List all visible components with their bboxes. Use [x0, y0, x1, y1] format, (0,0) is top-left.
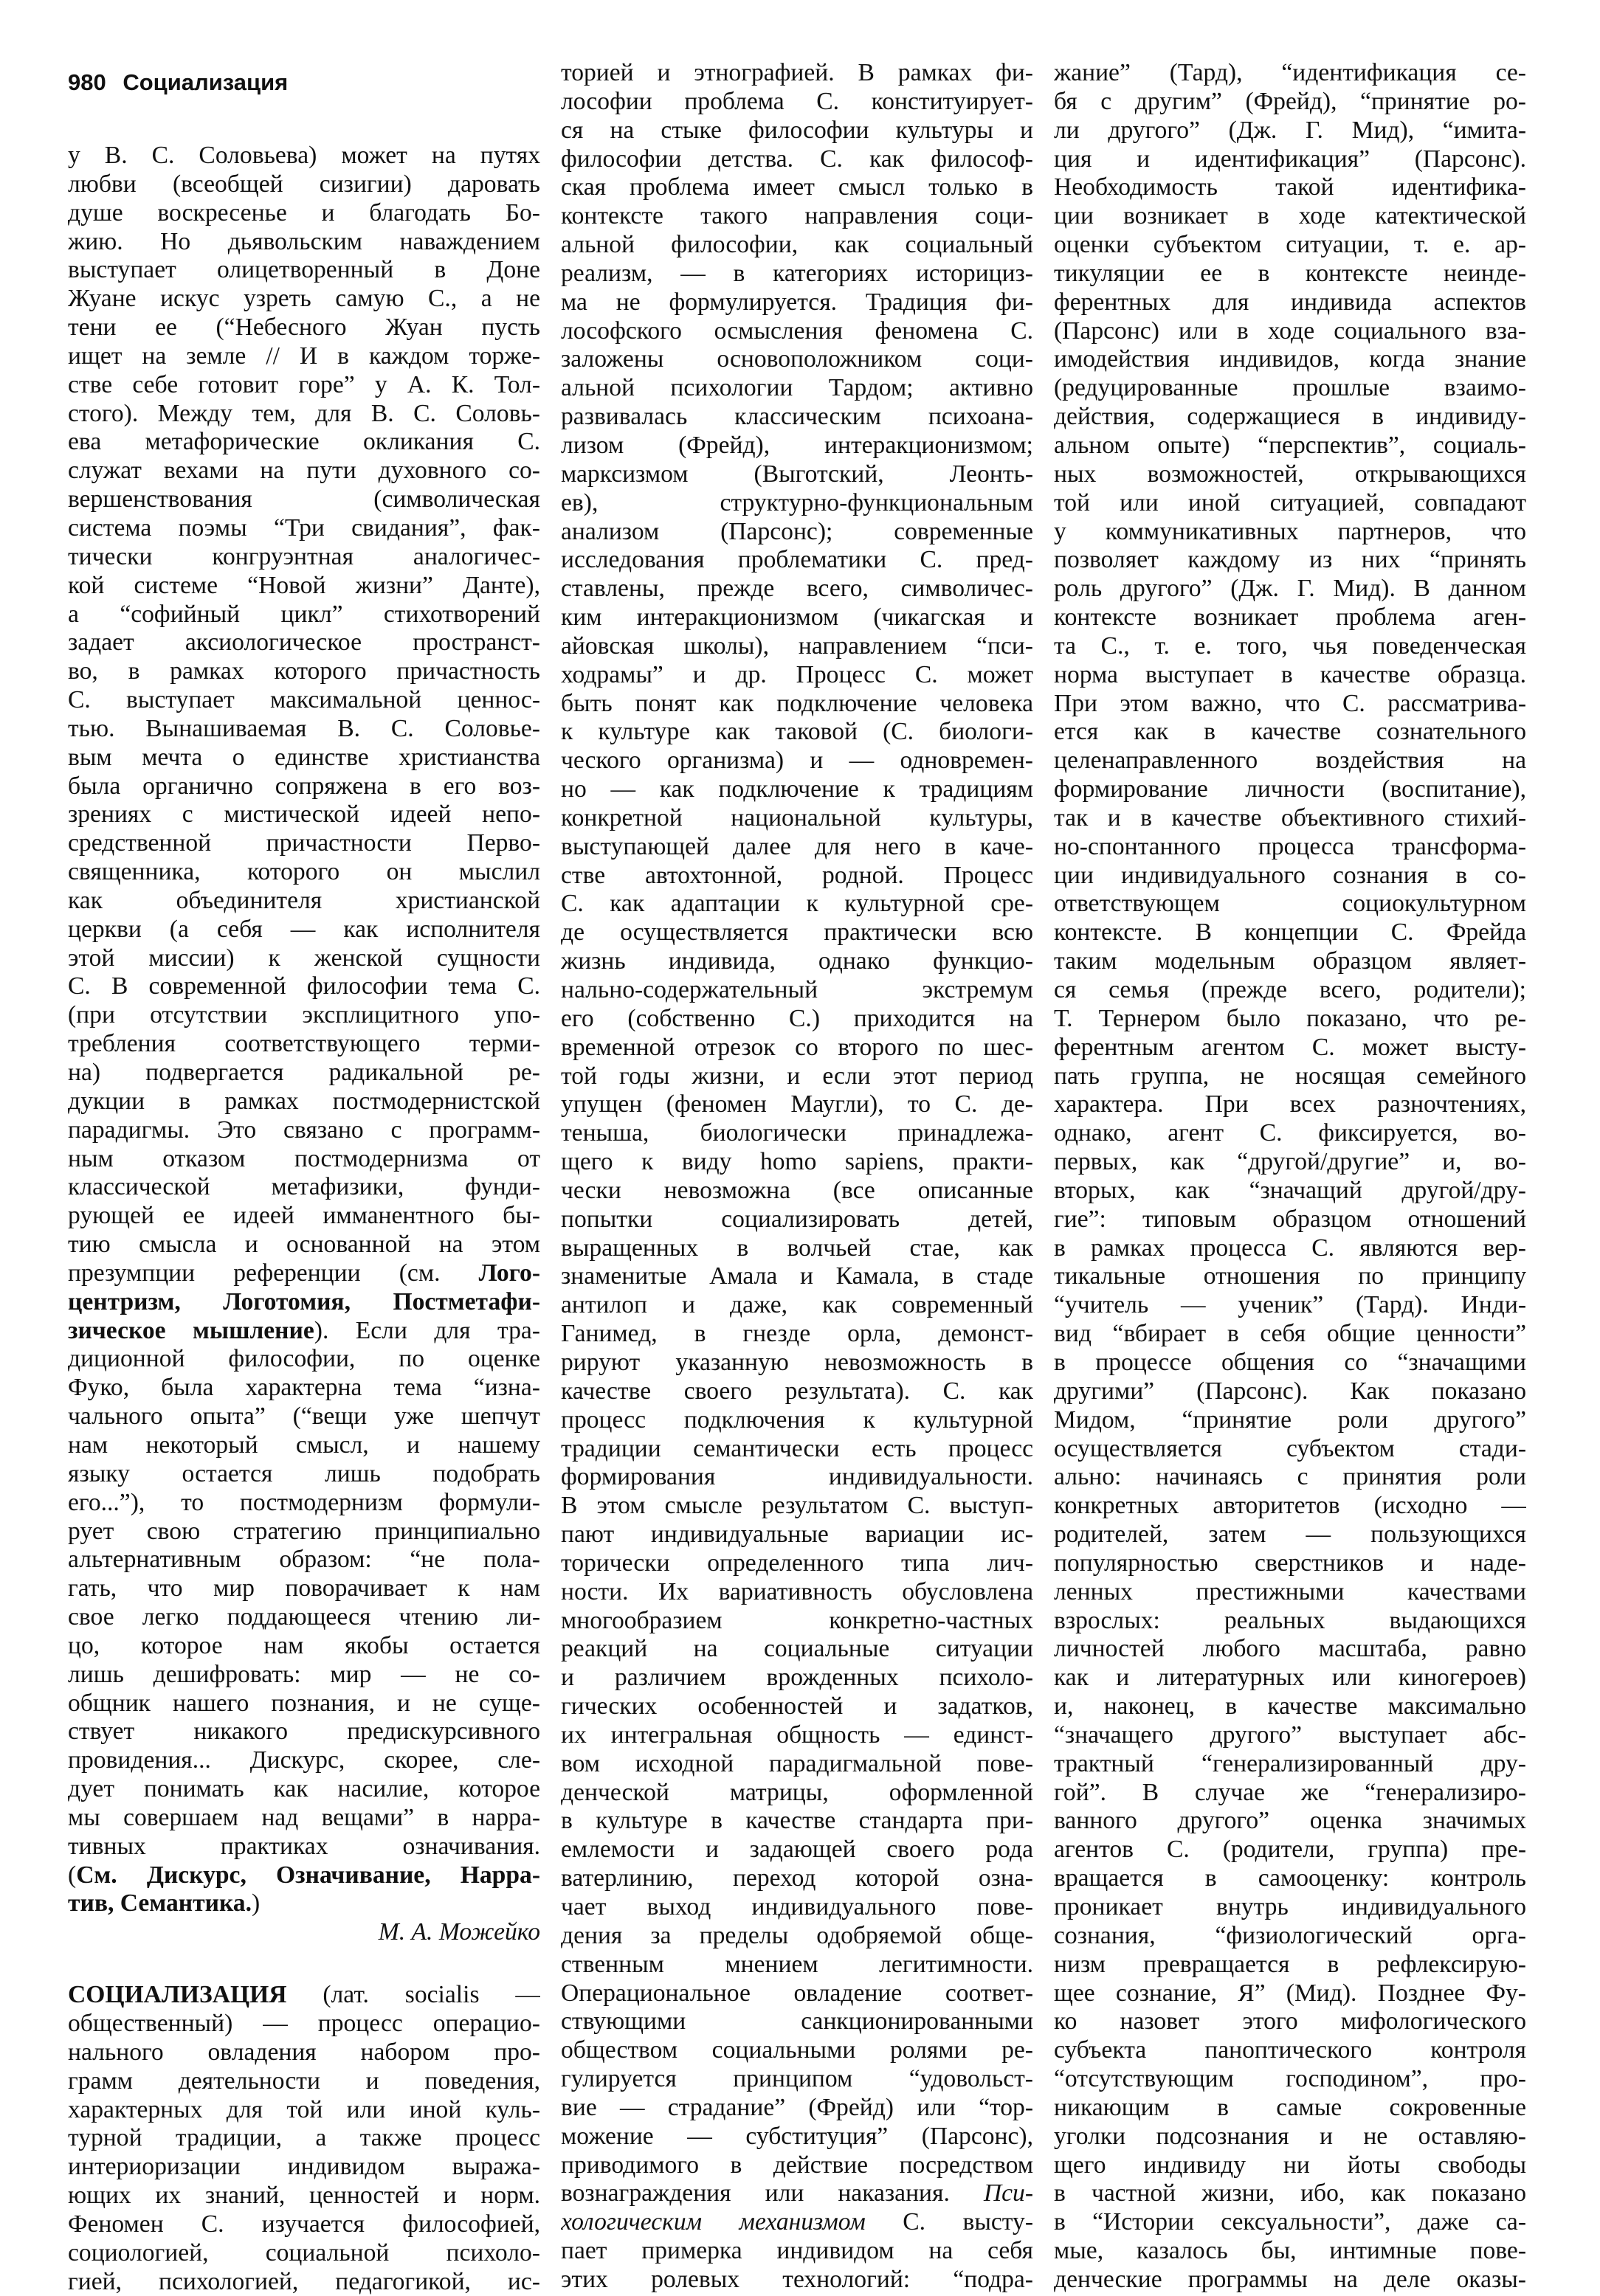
text-line: зрениях с мистической идеей непо- — [68, 801, 540, 829]
text-line: личностей любого масштаба, равно — [1054, 1635, 1526, 1663]
text-line: торией и этнографией. В рамках фи- — [561, 59, 1033, 86]
text-line: та С., т. е. того, чья поведенческая — [1054, 632, 1526, 660]
running-header — [68, 63, 288, 102]
text-line: стве себе готовит горе” у А. К. Тол- — [68, 370, 540, 398]
text-line: При этом важно, что С. рассматрива- — [1054, 689, 1526, 717]
text-line: дукции в рамках постмодернистской — [68, 1087, 540, 1115]
text-line: низм превращается в рефлексирую- — [1054, 1950, 1526, 1978]
text-line: имодействия индивидов, когда знание — [1054, 345, 1526, 373]
text-line: лософского осмысления феномена С. — [561, 317, 1033, 345]
text-line: турной традиции, а также процесс — [68, 2124, 540, 2152]
text-line: стого). Между тем, для В. С. Соловь- — [68, 399, 540, 427]
text-line: пать группа, не носящая семейного — [1054, 1062, 1526, 1090]
text-line: социологией, социальной психоло- — [68, 2238, 540, 2266]
text-line: чает выход индивидуального пове- — [561, 1893, 1033, 1920]
text-line: оценки субъектом ситуации, т. е. ар- — [1054, 231, 1526, 259]
text-line: родителей, затем — пользующихся — [1054, 1521, 1526, 1549]
text-line: а “софийный цикл” стихотворений — [68, 600, 540, 628]
text-line: гулируется принципом “удовольст- — [561, 2065, 1033, 2093]
author-signature: М. А. Можейко — [378, 1918, 540, 1946]
text-line: альной философии, как социальный — [561, 231, 1033, 259]
text-line: философии детства. С. как философ- — [561, 145, 1033, 173]
text-line: субъекта паноптического контроля — [1054, 2036, 1526, 2064]
text-line: попытки социализировать детей, — [561, 1205, 1033, 1233]
text-line: (Парсонс) или в ходе социального вза- — [1054, 317, 1526, 345]
text-line: СОЦИАЛИЗАЦИЯ (лат. socialis — — [68, 1981, 540, 2009]
text-line: формирование личности (воспитание), — [1054, 775, 1526, 803]
text-line: альтернативным образом: “не пола- — [68, 1546, 540, 1574]
text-line: гие”: типовым образцом отношений — [1054, 1205, 1526, 1233]
text-line: в культуре в качестве стандарта при- — [561, 1807, 1033, 1835]
text-line: ферентным агентом С. может высту- — [1054, 1033, 1526, 1061]
text-line: Жуане искус узреть самую С., а не — [68, 285, 540, 313]
text-line: гать, что мир поворачивает к нам — [68, 1574, 540, 1602]
text-line: Мидом, “принятие роли другого” — [1054, 1405, 1526, 1434]
text-line: процесс подключения к культурной — [561, 1405, 1033, 1434]
text-line: система поэмы “Три свидания”, фак- — [68, 514, 540, 542]
text-line: “учитель — ученик” (Тард). Инди- — [1054, 1291, 1526, 1319]
text-line: душе воскресенье и благодать Бо- — [68, 198, 540, 227]
text-line: как объединителя христианской — [68, 886, 540, 914]
text-line: чального опыта” (“вещи уже шепчут — [68, 1403, 540, 1431]
text-line: и различием врожденных психоло- — [561, 1664, 1033, 1692]
text-line: задает аксиологическое пространст- — [68, 629, 540, 657]
text-line: ватерлинию, переход которой озна- — [561, 1864, 1033, 1892]
text-line: конкретных авторитетов (исходно — — [1054, 1492, 1526, 1520]
text-line: ленных престижными качествами — [1054, 1577, 1526, 1605]
text-line: тию смысла и основанной на этом — [68, 1231, 540, 1259]
text-line: провидения... Дискурс, скорее, сле- — [68, 1746, 540, 1774]
text-line: быть понят как подключение человека — [561, 689, 1033, 717]
text-line: интериоризации индивидом выража- — [68, 2153, 540, 2181]
text-line: денческой матрицы, оформленной — [561, 1778, 1033, 1806]
text-line: но-спонтанного процесса трансформа- — [1054, 832, 1526, 860]
text-line: ся семья (прежде всего, родители); — [1054, 976, 1526, 1003]
text-line: выступает олицетворенный в Доне — [68, 256, 540, 284]
text-column-1 — [68, 142, 540, 2296]
text-line: нально-содержательный экстремум — [561, 976, 1033, 1003]
text-line: была органично сопряжена в его воз- — [68, 772, 540, 800]
text-line: в частной жизни, ибо, как показано — [1054, 2179, 1526, 2207]
text-line: пают индивидуальные вариации ис- — [561, 1521, 1033, 1549]
text-line: осуществляется субъектом стади- — [1054, 1434, 1526, 1462]
text-line: презумпции референции (см. Лого- — [68, 1259, 540, 1287]
text-line: рует свою стратегию принципиально — [68, 1517, 540, 1545]
text-line: тени ее (“Небесного Жуан пусть — [68, 314, 540, 342]
text-line: ев), структурно-функциональным — [561, 488, 1033, 516]
text-line: диционной философии, по оценке — [68, 1345, 540, 1373]
text-line: их интегральная общность — единст- — [561, 1721, 1033, 1749]
text-line: ко назовет этого мифологического — [1054, 2008, 1526, 2036]
text-line: однако, агент С. фиксируется, во- — [1054, 1119, 1526, 1147]
text-line: де осуществляется практически всю — [561, 919, 1033, 947]
text-line: той годы жизни, и если этот период — [561, 1062, 1033, 1090]
text-line: реакций на социальные ситуации — [561, 1635, 1033, 1663]
text-line: ция и идентификация” (Парсонс). — [1054, 145, 1526, 173]
text-line: денческие программы на деле оказы- — [1054, 2265, 1526, 2293]
text-line: тически конгруэнтная аналогичес- — [68, 542, 540, 570]
text-line: упущен (феномен Маугли), то С. де- — [561, 1090, 1033, 1118]
text-line: конкретной национальной культуры, — [561, 803, 1033, 831]
text-line: ходрамы” и др. Процесс С. может — [561, 660, 1033, 688]
text-line: айовская школы), направлением “пси- — [561, 632, 1033, 660]
text-line: вознаграждения или наказания. Пси- — [561, 2179, 1033, 2207]
text-line: С. В современной философии тема С. — [68, 972, 540, 1000]
text-line: ющих их знаний, ценностей и норм. — [68, 2182, 540, 2210]
text-line: обществом социальными ролями ре- — [561, 2036, 1033, 2064]
text-line: можение — субституция” (Парсонс), — [561, 2122, 1033, 2150]
text-line: его (собственно С.) приходится на — [561, 1004, 1033, 1032]
text-line: исследования проблематики С. пред- — [561, 546, 1033, 574]
text-line: вершенствования (символическая — [68, 485, 540, 514]
text-line: так и в качестве объективного стихий- — [1054, 803, 1526, 831]
text-line: стве автохтонной, родной. Процесс — [561, 861, 1033, 889]
text-line: трактный “генерализированный дру- — [1054, 1749, 1526, 1777]
text-line: гических особенностей и задатков, — [561, 1692, 1033, 1721]
text-line: нального овладения набором про- — [68, 2038, 540, 2066]
text-line: церкви (а себя — как исполнителя — [68, 915, 540, 943]
text-line: ская проблема имеет смысл только в — [561, 173, 1033, 201]
text-line: ставлены, прежде всего, символичес- — [561, 575, 1033, 603]
text-line: Феномен С. изучается философией, — [68, 2210, 540, 2238]
text-line: и, наконец, в качестве максимально — [1054, 1692, 1526, 1721]
text-line: во, в рамках которого причастность — [68, 657, 540, 685]
text-line: ферентных для индивида аспектов — [1054, 288, 1526, 316]
text-column-2 — [561, 59, 1033, 2295]
text-line: свое легко поддающееся чтению ли- — [68, 1603, 540, 1631]
text-line: общественный) — процесс операцио- — [68, 2010, 540, 2037]
text-line: языку остается лишь подобрать — [68, 1459, 540, 1487]
text-line: вом исходной парадигмальной пове- — [561, 1749, 1033, 1777]
text-line: кой системе “Новой жизни” Данте), — [68, 571, 540, 599]
text-line: вращается в самооценку: контроль — [1054, 1864, 1526, 1892]
text-line: жание” (Тард), “идентификация се- — [1054, 59, 1526, 86]
text-line: Операциональное овладение соответ- — [561, 1979, 1033, 2007]
text-line: сознания, “физиологический орга- — [1054, 1921, 1526, 1949]
text-line: популярностью сверстников и наде- — [1054, 1549, 1526, 1577]
text-line: ально: начинаясь с принятия роли — [1054, 1463, 1526, 1491]
text-line: агентов С. (родители, группа) пре- — [1054, 1836, 1526, 1864]
text-line: норма выступает в качестве образца. — [1054, 660, 1526, 688]
text-line: тью. Вынашиваемая В. С. Соловье- — [68, 714, 540, 742]
text-line: общник нашего познания, и не суще- — [68, 1689, 540, 1717]
text-line: тикуляции ее в контексте неинде- — [1054, 259, 1526, 287]
text-line: ствующими санкционированными — [561, 2008, 1033, 2036]
text-line: приводимого в действие посредством — [561, 2151, 1033, 2179]
text-line: парадигмы. Это связано с программ- — [68, 1116, 540, 1144]
text-line: Т. Тернером было показано, что ре- — [1054, 1004, 1526, 1032]
text-line: “отсутствующим господином”, про- — [1054, 2065, 1526, 2093]
text-line: в “Истории сексуальности”, даже са- — [1054, 2208, 1526, 2236]
text-line: центризм, Логотомия, Постметафи- — [68, 1287, 540, 1315]
text-line: зическое мышление). Если для тра- — [68, 1316, 540, 1344]
text-line: гией, психологией, педагогикой, ис- — [68, 2267, 540, 2295]
text-line: нам некоторый смысл, и нашему — [68, 1431, 540, 1459]
text-line: развивалась классическим психоана- — [561, 403, 1033, 431]
text-line: дует понимать как насилие, которое — [68, 1775, 540, 1803]
text-line: таким модельным образцом являет- — [1054, 947, 1526, 975]
text-line: антилоп и даже, как современный — [561, 1291, 1033, 1319]
text-line: ева метафорические окликания С. — [68, 428, 540, 456]
text-line: ма не формулируется. Традиция фи- — [561, 288, 1033, 316]
text-line: С. как адаптации к культурной сре- — [561, 890, 1033, 918]
text-line: (См. Дискурс, Означивание, Нарра- — [68, 1861, 540, 1889]
text-line: вторых, как “значащий другой/дру- — [1054, 1176, 1526, 1204]
text-line: марксизмом (Выготский, Леонть- — [561, 460, 1033, 488]
text-line: жию. Но дьявольским наваждением — [68, 227, 540, 255]
text-line: выступающей далее для него в каче- — [561, 832, 1033, 860]
running-title: Социализация — [123, 69, 289, 95]
text-line: ческого организма) и — одновремен- — [561, 747, 1033, 775]
text-line: емлемости и задающей своего рода — [561, 1836, 1033, 1864]
text-line: требления соответствующего терми- — [68, 1030, 540, 1058]
text-line: пает примерка индивидом на себя — [561, 2237, 1033, 2265]
text-line: ли другого” (Дж. Г. Мид), “имита- — [1054, 116, 1526, 144]
text-line: вым мечта о единстве христианства — [68, 743, 540, 771]
text-line: характера. При всех разночтениях, — [1054, 1090, 1526, 1118]
text-line: как и литературных или киногероев) — [1054, 1664, 1526, 1692]
text-line: к культуре как таковой (С. биологи- — [561, 718, 1033, 746]
text-line: у коммуникативных партнеров, что — [1054, 517, 1526, 545]
text-line: ных возможностей, открывающихся — [1054, 460, 1526, 488]
text-line: щего к виду homo sapiens, практи- — [561, 1148, 1033, 1176]
text-line: “значащего другого” выступает абс- — [1054, 1721, 1526, 1749]
text-line: рируют указанную невозможность в — [561, 1348, 1033, 1376]
text-line: дения за пределы одобряемой обще- — [561, 1921, 1033, 1949]
text-line: его...”), то постмодернизм формули- — [68, 1488, 540, 1516]
text-line: в рамках процесса С. являются вер- — [1054, 1234, 1526, 1262]
text-line: контексте возникает проблема аген- — [1054, 604, 1526, 632]
text-line: формирования индивидуальности. — [561, 1463, 1033, 1491]
page-number: 980 — [68, 69, 106, 95]
text-line: лишь дешифровать: мир — не со- — [68, 1660, 540, 1688]
text-line: лософии проблема С. конституирует- — [561, 87, 1033, 115]
text-line: временной отрезок со второго по шес- — [561, 1033, 1033, 1061]
text-line: ванного другого” оценка значимых — [1054, 1807, 1526, 1835]
text-line: щего индивиду ни йоты свободы — [1054, 2151, 1526, 2179]
text-line: ственным мнением легитимности. — [561, 1950, 1033, 1978]
text-line: другими” (Парсонс). Как показано — [1054, 1377, 1526, 1405]
text-line: рующей ее идеей имманентного бы- — [68, 1202, 540, 1230]
text-line: классической метафизики, фунди- — [68, 1173, 540, 1201]
text-line: хологическим механизмом С. высту- — [561, 2208, 1033, 2236]
text-line: ким интеракционизмом (чикагская и — [561, 604, 1033, 632]
text-line: но — как подключение к традициям — [561, 775, 1033, 803]
text-line: ции индивидуального сознания в со- — [1054, 861, 1526, 889]
text-line: любви (всеобщей сизигии) даровать — [68, 170, 540, 198]
text-line: этой миссии) к женской сущности — [68, 944, 540, 972]
text-line: чески невозможна (все описанные — [561, 1176, 1033, 1204]
text-line: ется как в качестве сознательного — [1054, 718, 1526, 746]
text-line: мы совершаем над вещами” в нарра- — [68, 1803, 540, 1831]
text-line: на) подвергается радикальной ре- — [68, 1059, 540, 1086]
text-line: характерных для той или иной куль- — [68, 2095, 540, 2123]
text-line: альной психологии Тардом; активно — [561, 374, 1033, 402]
text-line: выращенных в волчьей стае, как — [561, 1234, 1033, 1262]
text-line: мые, казалось бы, интимные пове- — [1054, 2237, 1526, 2265]
text-line: тив, Семантика.) — [68, 1889, 261, 1918]
text-line: проникает внутрь индивидуального — [1054, 1893, 1526, 1920]
text-line: щее сознание, Я” (Мид). Позднее Фу- — [1054, 1979, 1526, 2007]
text-line: взрослых: реальных выдающихся — [1054, 1606, 1526, 1634]
paragraph-gap — [68, 1947, 540, 1981]
text-line: Фуко, была характерна тема “изна- — [68, 1374, 540, 1402]
text-line: служат вехами на пути духовного со- — [68, 457, 540, 485]
text-line: позволяет каждому из них “принять — [1054, 546, 1526, 574]
text-line: лизом (Фрейд), интеракционизмом; — [561, 431, 1033, 459]
text-line: вид “вбирает в себя общие ценности” — [1054, 1320, 1526, 1348]
text-line: первых, как “другой/другие” и, во- — [1054, 1148, 1526, 1176]
text-line: тикальные отношения по принципу — [1054, 1262, 1526, 1290]
text-line: качестве своего результата). С. как — [561, 1377, 1033, 1405]
text-line: ищет на земле // И в каждом торже- — [68, 342, 540, 370]
text-line: в процессе общения со “значащими — [1054, 1348, 1526, 1376]
text-line: ся на стыке философии культуры и — [561, 116, 1033, 144]
text-line: анализом (Парсонс); современные — [561, 517, 1033, 545]
text-line: контексте. В концепции С. Фрейда — [1054, 919, 1526, 947]
text-line: многообразием конкретно-частных — [561, 1606, 1033, 1634]
text-line: ответствующем социокультурном — [1054, 890, 1526, 918]
text-line: у В. С. Соловьева) может на путях — [68, 142, 540, 169]
text-line: альном опыте) “перспектив”, социаль- — [1054, 431, 1526, 459]
text-line: грамм деятельности и поведения, — [68, 2067, 540, 2095]
text-line: бя с другим” (Фрейд), “принятие ро- — [1054, 87, 1526, 115]
text-line: гой”. В случае же “генерализиро- — [1054, 1778, 1526, 1806]
text-line: никающим в самые сокровенные — [1054, 2093, 1526, 2121]
text-line: роль другого” (Дж. Г. Мид). В данном — [1054, 575, 1526, 603]
text-column-3 — [1054, 59, 1526, 2295]
text-line: ствует никакого предискурсивного — [68, 1718, 540, 1746]
text-line: контексте такого направления соци- — [561, 202, 1033, 230]
text-line: теныша, биологически принадлежа- — [561, 1119, 1033, 1147]
text-line: ции возникает в ходе катектической — [1054, 202, 1526, 230]
text-line: знаменитые Амала и Камала, в стаде — [561, 1262, 1033, 1290]
text-line: заложены основоположником соци- — [561, 345, 1033, 373]
text-line: этих ролевых технологий: “подра- — [561, 2265, 1033, 2293]
text-line: действия, содержащиеся в индивиду- — [1054, 403, 1526, 431]
text-line: торически определенного типа лич- — [561, 1549, 1033, 1577]
text-line: тивных практиках означивания. — [68, 1832, 540, 1860]
text-line: жизнь индивида, однако функцио- — [561, 947, 1033, 975]
text-line: (при отсутствии эксплицитного упо- — [68, 1001, 540, 1029]
text-line: целенаправленного воздействия на — [1054, 747, 1526, 775]
text-line: Ганимед, в гнезде орла, демонст- — [561, 1320, 1033, 1348]
text-line: С. выступает максимальной ценнос- — [68, 686, 540, 714]
text-line: ности. Их вариативность обусловлена — [561, 1577, 1033, 1605]
text-line: В этом смысле результатом С. выступ- — [561, 1492, 1033, 1520]
text-line: священника, которого он мыслил — [68, 858, 540, 886]
text-line: уголки подсознания и не оставляю- — [1054, 2122, 1526, 2150]
text-line: (редуцированные прошлые взаимо- — [1054, 374, 1526, 402]
text-line: Необходимость такой идентифика- — [1054, 173, 1526, 201]
text-line: вие — страдание” (Фрейд) или “тор- — [561, 2093, 1033, 2121]
text-line: реализм, — в категориях историциз- — [561, 259, 1033, 287]
text-line: традиции семантически есть процесс — [561, 1434, 1033, 1462]
text-line: той или иной ситуацией, совпадают — [1054, 488, 1526, 516]
text-line: цо, которое нам якобы остается — [68, 1631, 540, 1659]
text-line: средственной причастности Перво- — [68, 829, 540, 857]
text-line: ным отказом постмодернизма от — [68, 1144, 540, 1172]
